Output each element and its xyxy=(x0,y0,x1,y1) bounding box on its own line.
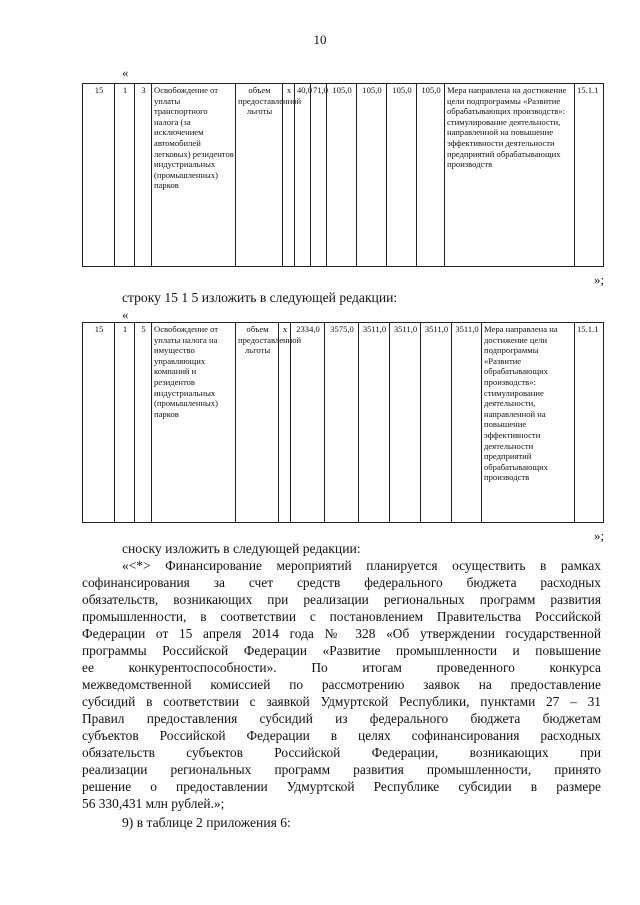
footnote-line: Федерации от 15 апреля 2014 года № 328 «Об утверждении государственной xyxy=(82,626,601,641)
item-9-heading: 9) в таблице 2 приложения 6: xyxy=(122,815,291,830)
cell-measure-name: Освобождение от уплаты транспортного налога (за исключением автомобилей легковых) резидентов индустриальных (промышленных) парков xyxy=(152,84,236,267)
cell-subprogram: 1 xyxy=(115,84,135,267)
cell-program: 15 xyxy=(83,323,115,523)
cell-value: 3511,0 xyxy=(452,323,482,523)
footnote-line: промышленности, в соответствии с постановлением Правительства Российской xyxy=(82,609,601,624)
cell-value: 71,0 xyxy=(311,84,327,267)
footnote-line: Правил предоставления субсидий из федерального бюджета бюджетам xyxy=(82,711,601,726)
cell-value: 40,0 xyxy=(295,84,311,267)
cell-value: 3511,0 xyxy=(359,323,390,523)
footnote-line: «<*> Финансирование мероприятий планируется осуществить в рамках xyxy=(122,558,601,573)
footnote-line: субъектов Российской Федерации в целях софинансирования расходных xyxy=(82,728,601,743)
footnote-line: софинансирования за счет средств федерального бюджета расходных xyxy=(82,575,601,590)
cell-value: 3575,0 xyxy=(325,323,359,523)
cell-value: 105,0 xyxy=(387,84,417,267)
footnote-line: субсидий в соответствии с заявкой Удмуртской Республики, пунктами 27 – 31 xyxy=(82,694,601,709)
cell-program: 15 xyxy=(83,84,115,267)
footnote-line: обязательств субъектов Российской Федерации, возникающих при xyxy=(82,745,601,760)
amendment-table-row-15-1-5 xyxy=(82,322,604,523)
footnote-line: межведомственной комиссией по рассмотрению заявок на предоставление xyxy=(82,677,601,692)
table-row xyxy=(83,84,604,267)
cell-description: Мера направлена на достижение цели подпрограммы «Развитие обрабатывающих производств»: стимулирование деятельности, направленной на повышение эффективности деятельности предприятий обрабатывающих производств xyxy=(445,84,575,267)
cell-measure-name: Освобождение от уплаты налога на имущество управляющих компаний и резидентов индустриальных (промышленных) парков xyxy=(152,323,236,523)
cell-indicator: объем предоставленной льготы xyxy=(236,84,283,267)
quote-open-2: « xyxy=(122,307,129,322)
quote-open-1: « xyxy=(122,65,129,80)
footnote-line: 56 330,431 млн рублей.»; xyxy=(82,796,225,811)
cell-value: 3511,0 xyxy=(390,323,421,523)
cell-value: 3511,0 xyxy=(421,323,452,523)
quote-close-2: »; xyxy=(594,528,605,543)
heading-footnote: сноску изложить в следующей редакции: xyxy=(122,541,361,556)
footnote-line: ее конкурентоспособности». По итогам проведенного конкурса xyxy=(82,660,601,675)
cell-x: х xyxy=(279,323,291,523)
cell-description: Мера направлена на достижение цели подпрограммы «Развитие обрабатывающих производств»: стимулирование деятельности, направленной на повышение эффективности деятельности предприятий обрабатывающих производств xyxy=(482,323,575,523)
cell-value: 105,0 xyxy=(417,84,445,267)
cell-code: 15.1.1 xyxy=(575,84,604,267)
cell-value: 105,0 xyxy=(327,84,357,267)
table-row xyxy=(83,323,604,523)
cell-number: 5 xyxy=(135,323,152,523)
page-number: 10 xyxy=(313,32,327,47)
cell-number: 3 xyxy=(135,84,152,267)
cell-subprogram: 1 xyxy=(115,323,135,523)
footnote-line: программы Российской Федерации «Развитие промышленности и повышение xyxy=(82,643,601,658)
cell-x: х xyxy=(283,84,295,267)
footnote-line: реализации региональных программ развития промышленности, принято xyxy=(82,762,601,777)
amendment-table-row-15-1-3 xyxy=(82,83,604,267)
cell-value: 105,0 xyxy=(357,84,387,267)
heading-row-15-1-5: строку 15 1 5 изложить в следующей редакции: xyxy=(122,290,398,305)
cell-indicator: объем предоставленной льготы xyxy=(236,323,279,523)
cell-value: 2334,0 xyxy=(291,323,325,523)
cell-code: 15.1.1 xyxy=(575,323,604,523)
footnote-line: решение о предоставлении Удмуртской Республике субсидии в размере xyxy=(82,779,601,794)
footnote-line: обязательств, возникающих при реализации региональных программ развития xyxy=(82,592,601,607)
quote-close-1: »; xyxy=(594,272,605,287)
